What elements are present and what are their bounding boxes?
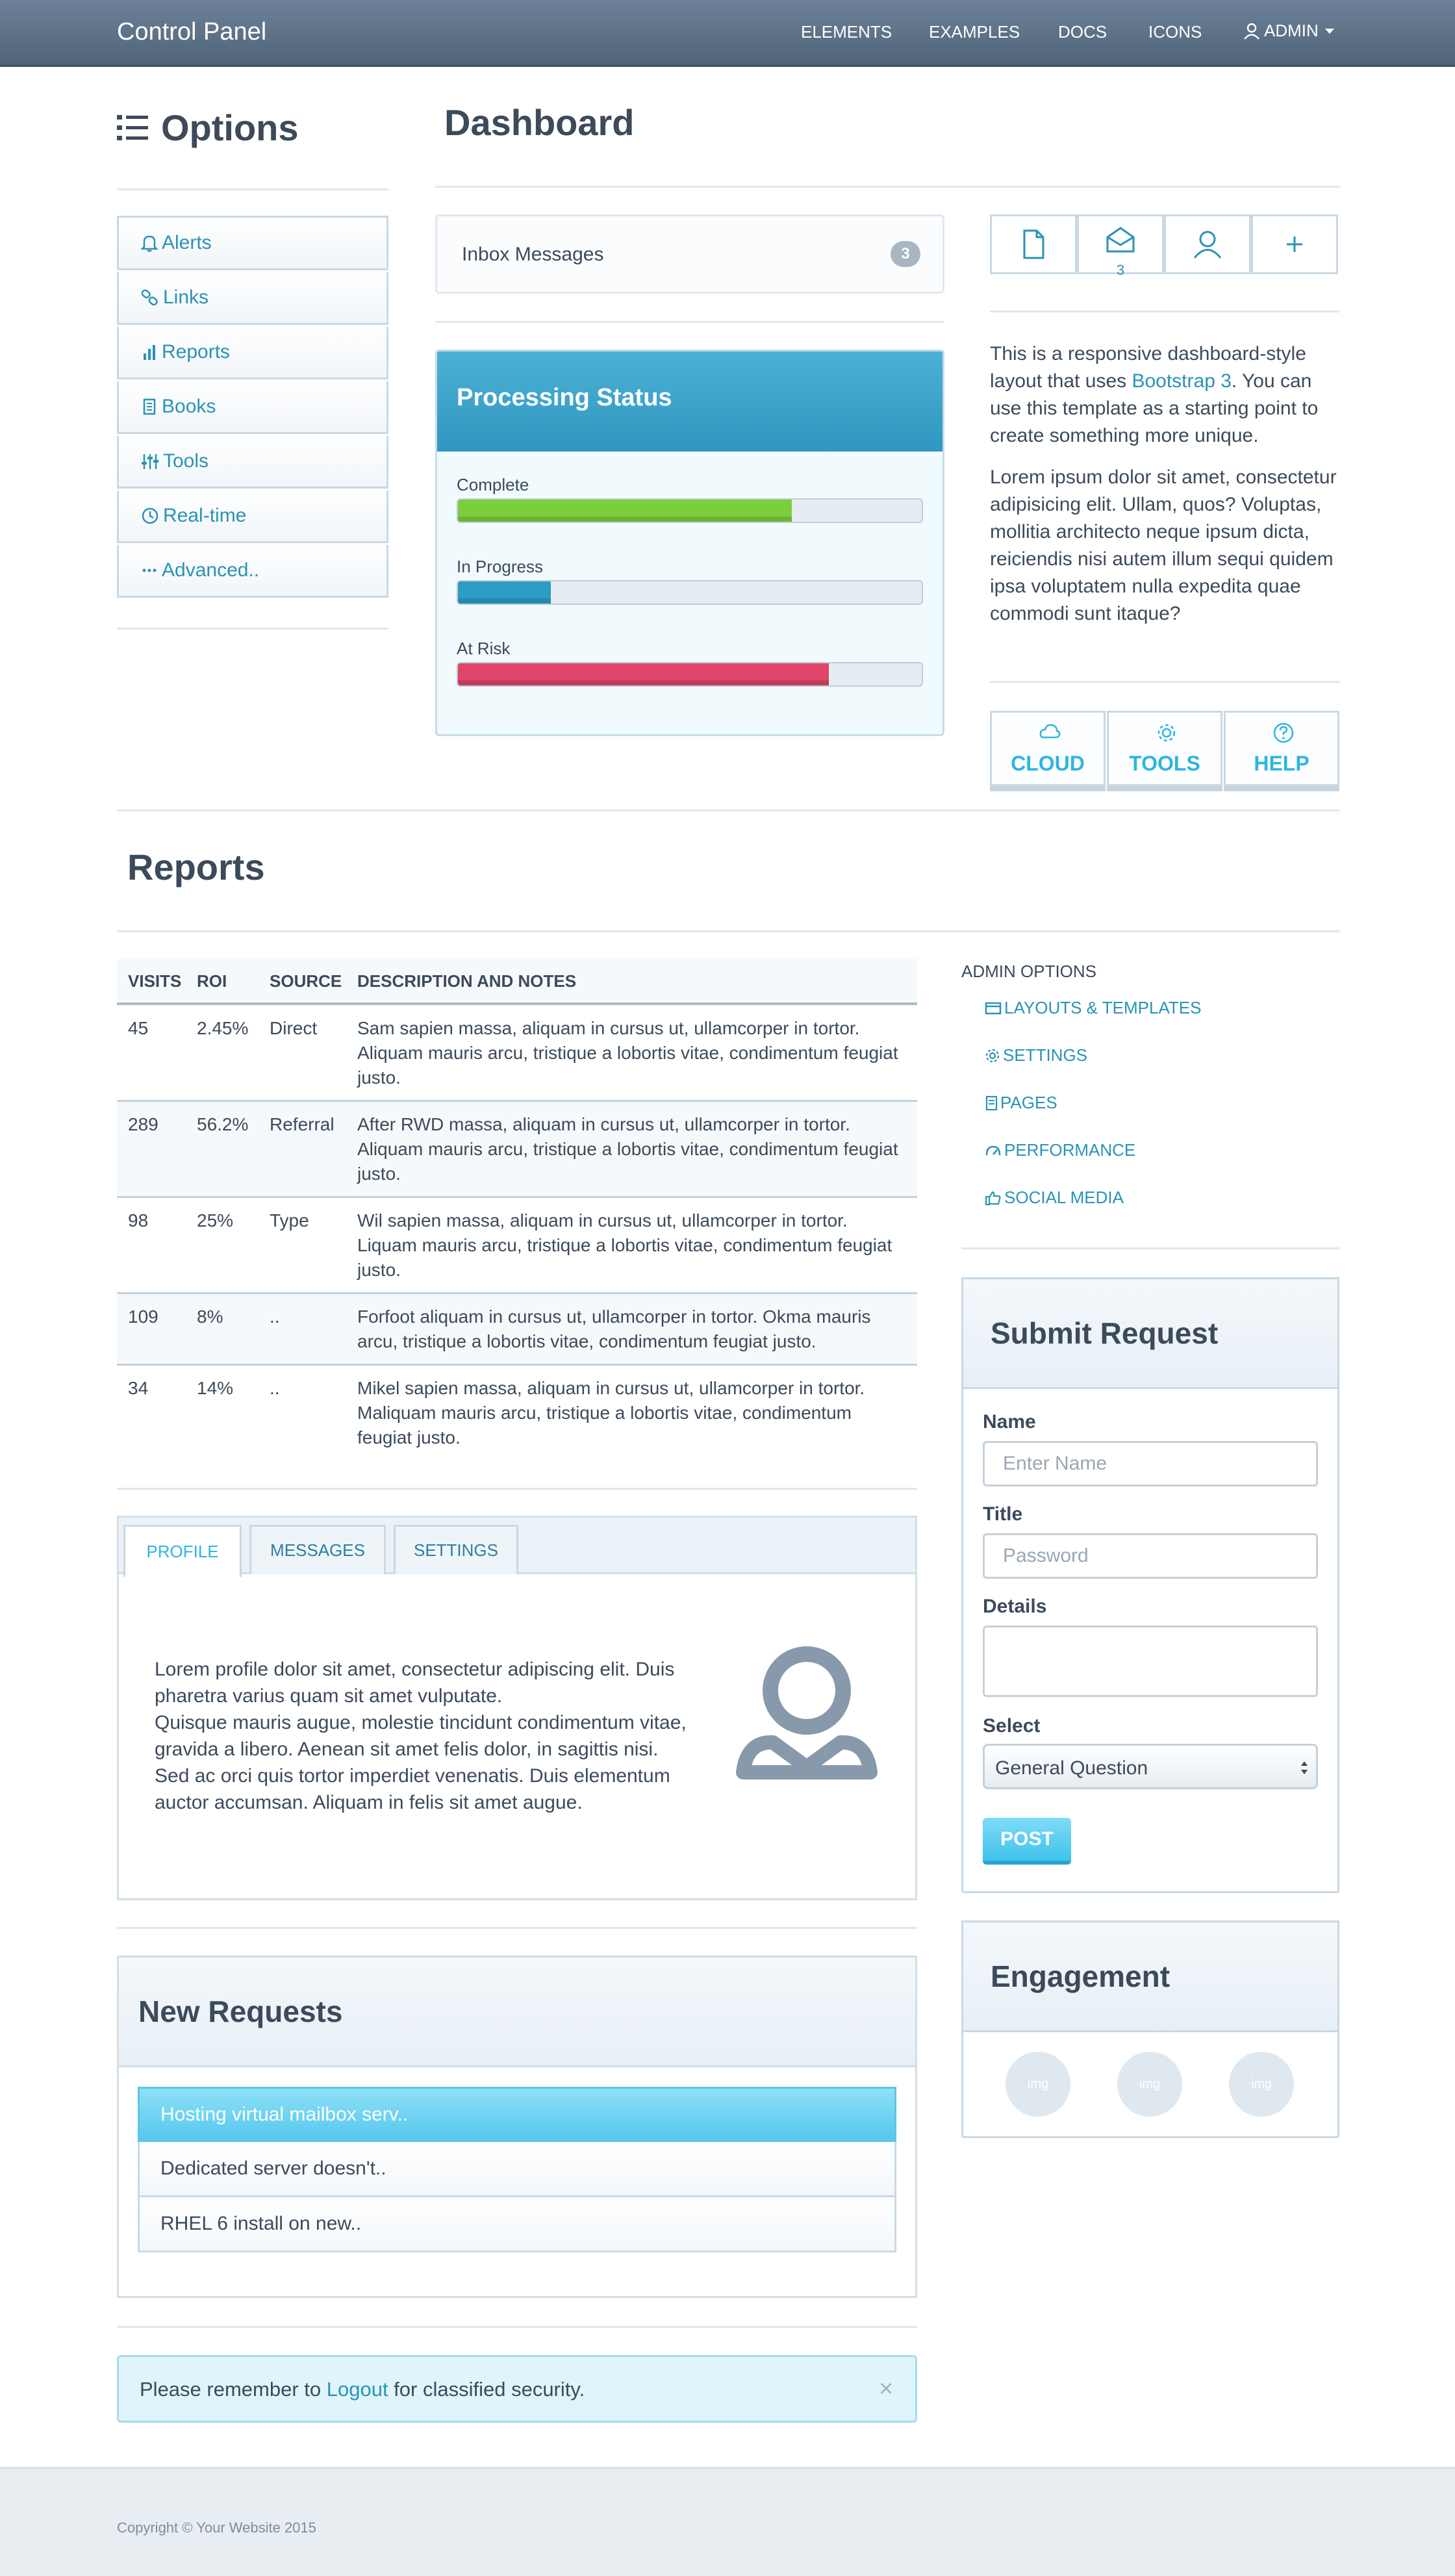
in-progress-progress-fill bbox=[458, 581, 551, 604]
intro-text-part: . You can use this template as a starting point to create something more unique. bbox=[990, 370, 1319, 446]
envelope-open-icon bbox=[1105, 225, 1136, 254]
layout-icon bbox=[985, 1001, 1002, 1015]
complete-label: Complete bbox=[457, 475, 529, 494]
submit-request-header bbox=[961, 1277, 1339, 1389]
lorem-text: Lorem ipsum dolor sit amet, consectetur adipisicing elit. Ullam, quos? Voluptas, mollitia architecto neque ipsum dicta, reiciendis nisi autem illum sequi quidem ipsa voluptatem nulla expedita quae commodi sunt itaque? bbox=[990, 466, 1337, 624]
intro-text bbox=[990, 340, 1339, 450]
at-risk-progress bbox=[457, 662, 923, 687]
plus-icon bbox=[1283, 233, 1306, 256]
post-button[interactable]: POST bbox=[983, 1818, 1071, 1865]
add-button[interactable] bbox=[1251, 214, 1338, 274]
admin-options-title: ADMIN OPTIONS bbox=[961, 962, 1097, 981]
new-requests-header bbox=[117, 1956, 917, 2067]
admin-link-pages[interactable] bbox=[985, 1093, 1057, 1113]
divider bbox=[435, 186, 1339, 188]
new-document-button[interactable] bbox=[990, 214, 1077, 274]
inbox-button[interactable] bbox=[1077, 214, 1164, 278]
request-item[interactable]: Dedicated server doesn't.. bbox=[138, 2142, 896, 2197]
profile-button[interactable] bbox=[1164, 214, 1251, 274]
user-icon bbox=[1192, 229, 1223, 260]
sidebar-item-label: Real-time bbox=[163, 505, 247, 526]
admin-link-layouts[interactable] bbox=[985, 998, 1201, 1018]
clock-icon bbox=[141, 507, 159, 525]
inbox-count-badge: 3 bbox=[891, 241, 920, 267]
user-menu[interactable] bbox=[1243, 21, 1335, 41]
cell-source: .. bbox=[270, 1378, 280, 1398]
divider bbox=[117, 1488, 917, 1490]
select-label: Select bbox=[983, 1715, 1041, 1737]
user-icon bbox=[1243, 23, 1260, 40]
divider bbox=[117, 2326, 917, 2328]
help-button[interactable] bbox=[1224, 711, 1339, 786]
options-heading bbox=[117, 107, 299, 149]
col-visits: VISITS bbox=[128, 971, 182, 991]
list-icon bbox=[117, 114, 149, 142]
cell-source: Direct bbox=[270, 1018, 318, 1038]
sidebar-item-alerts[interactable] bbox=[117, 218, 388, 270]
sidebar-item-label: Links bbox=[163, 287, 209, 308]
profile-text bbox=[155, 1656, 687, 1816]
help-label: HELP bbox=[1254, 752, 1310, 775]
nav-examples[interactable]: EXAMPLES bbox=[929, 22, 1020, 42]
name-input[interactable]: Enter Name bbox=[983, 1441, 1318, 1486]
document-icon bbox=[1020, 229, 1046, 260]
sidebar-item-advanced[interactable] bbox=[117, 545, 388, 598]
engagement-image: img bbox=[1229, 2052, 1294, 2117]
admin-link-performance[interactable] bbox=[985, 1140, 1135, 1160]
col-roi: ROI bbox=[197, 971, 227, 991]
col-notes: DESCRIPTION AND NOTES bbox=[357, 971, 577, 991]
alert-text-part: for classified security. bbox=[388, 2378, 585, 2401]
question-select[interactable] bbox=[983, 1744, 1318, 1789]
divider bbox=[117, 1927, 917, 1929]
caret-down-icon bbox=[1324, 27, 1335, 35]
divider bbox=[117, 188, 388, 190]
cell-source: Referral bbox=[270, 1114, 335, 1134]
cell-notes: After RWD massa, aliquam in cursus ut, ullamcorper in tortor. Aliquam mauris arcu, tristique a lobortis vitae, condimentum feugiat justo. bbox=[357, 1114, 898, 1184]
logout-link[interactable]: Logout bbox=[326, 2378, 388, 2401]
admin-link-label: LAYOUTS & TEMPLATES bbox=[1004, 998, 1202, 1017]
intro-text-part: This is a responsive dashboard-style layout that uses bbox=[990, 343, 1306, 392]
cell-source: Type bbox=[270, 1210, 309, 1231]
profile-avatar-icon bbox=[734, 1645, 879, 1784]
cell-roi: 2.45% bbox=[197, 1018, 249, 1038]
brand[interactable]: Control Panel bbox=[117, 18, 267, 45]
inbox-messages[interactable] bbox=[435, 214, 944, 294]
cell-source: .. bbox=[270, 1307, 280, 1327]
book-icon bbox=[141, 398, 158, 416]
new-requests-title: New Requests bbox=[138, 1995, 343, 2028]
cell-visits: 34 bbox=[128, 1378, 149, 1398]
footer bbox=[0, 2467, 1455, 2576]
submit-request-title: Submit Request bbox=[991, 1316, 1219, 1350]
select-arrows-icon bbox=[1299, 1759, 1310, 1777]
processing-status-header bbox=[437, 351, 944, 452]
divider bbox=[990, 681, 1339, 683]
cell-notes: Forfoot aliquam in cursus ut, ullamcorper in tortor. Okma mauris arcu, tristique a lobortis vitae, condimentum feugiat justo. bbox=[357, 1307, 871, 1351]
tab-profile[interactable]: PROFILE bbox=[123, 1525, 242, 1577]
cloud-label: CLOUD bbox=[1011, 752, 1085, 775]
tools-label: TOOLS bbox=[1129, 752, 1200, 775]
alert-text-part: Please remember to bbox=[140, 2378, 327, 2401]
engagement-header bbox=[961, 1920, 1339, 2032]
admin-link-settings[interactable] bbox=[985, 1045, 1087, 1065]
name-label: Name bbox=[983, 1411, 1036, 1433]
sidebar-item-label: Reports bbox=[162, 341, 231, 363]
at-risk-progress-fill bbox=[458, 663, 829, 685]
cell-notes: Wil sapien massa, aliquam in cursus ut, ullamcorper in tortor. Liquam mauris arcu, tristique a lobortis vitae, condimentum feugiat justo. bbox=[357, 1210, 892, 1280]
dashboard-title: Dashboard bbox=[444, 102, 635, 143]
sidebar-item-tools[interactable] bbox=[117, 436, 388, 489]
engagement-image: img bbox=[1117, 2052, 1182, 2117]
sidebar-item-label: Books bbox=[162, 396, 216, 417]
admin-link-label: PERFORMANCE bbox=[1004, 1140, 1136, 1160]
details-label: Details bbox=[983, 1596, 1047, 1617]
processing-status-panel bbox=[435, 350, 944, 736]
nav-icons[interactable]: ICONS bbox=[1148, 22, 1202, 42]
divider bbox=[117, 930, 1339, 932]
alert-close-button[interactable]: × bbox=[879, 2375, 894, 2403]
sidebar-item-links[interactable] bbox=[117, 272, 388, 325]
cell-roi: 14% bbox=[197, 1378, 234, 1398]
options-title: Options bbox=[161, 107, 299, 148]
gauge-icon bbox=[985, 1143, 1002, 1158]
copyright: Copyright © Your Website 2015 bbox=[117, 2519, 316, 2536]
inbox-button-count: 3 bbox=[1116, 262, 1125, 278]
cell-visits: 45 bbox=[128, 1018, 149, 1038]
cell-notes: Sam sapien massa, aliquam in cursus ut, ullamcorper in tortor. Aliquam mauris arcu, tristique a lobortis vitae, condimentum feugiat justo. bbox=[357, 1018, 898, 1088]
col-source: SOURCE bbox=[270, 971, 342, 991]
sidebar-item-realtime[interactable] bbox=[117, 491, 388, 543]
sidebar-item-label: Advanced.. bbox=[162, 559, 260, 581]
divider bbox=[117, 810, 1339, 811]
processing-status-title: Processing Status bbox=[457, 384, 672, 411]
sliders-icon bbox=[141, 452, 159, 470]
engagement-image: img bbox=[1006, 2052, 1070, 2117]
admin-link-label: PAGES bbox=[1000, 1093, 1057, 1112]
row-divider bbox=[117, 1292, 917, 1294]
request-item[interactable]: Hosting virtual mailbox serv.. bbox=[138, 2087, 896, 2142]
nav-docs[interactable]: DOCS bbox=[1058, 22, 1107, 42]
cell-roi: 8% bbox=[197, 1307, 223, 1327]
divider bbox=[961, 1247, 1339, 1249]
divider bbox=[990, 311, 1339, 312]
title-label: Title bbox=[983, 1503, 1023, 1525]
cell-roi: 25% bbox=[197, 1210, 234, 1231]
admin-link-social[interactable] bbox=[985, 1188, 1124, 1208]
thumbs-up-icon bbox=[985, 1190, 1002, 1206]
request-item[interactable]: RHEL 6 install on new.. bbox=[138, 2197, 896, 2252]
bell-icon bbox=[141, 234, 158, 252]
complete-progress-fill bbox=[458, 500, 792, 522]
tools-button[interactable] bbox=[1107, 711, 1222, 786]
cell-visits: 109 bbox=[128, 1307, 158, 1327]
engagement-title: Engagement bbox=[991, 1959, 1170, 1993]
profile-text-paragraph: Quisque mauris augue, molestie tincidunt condimentum vitae, gravida a libero. Aenean sit amet felis dolor, in sagittis nisi. Sed ac orci quis tortor imperdiet venenatis. Duis elementum auctor accumsan. Aliquam in felis sit amet augue. bbox=[155, 1712, 687, 1813]
user-label: ADMIN bbox=[1264, 21, 1319, 40]
tab-settings[interactable]: SETTINGS bbox=[394, 1525, 518, 1574]
sidebar-item-label: Tools bbox=[163, 450, 209, 472]
cell-visits: 289 bbox=[128, 1114, 158, 1134]
sidebar-item-reports[interactable] bbox=[117, 327, 388, 379]
cloud-icon bbox=[1039, 722, 1061, 741]
link-icon bbox=[141, 288, 159, 307]
title-input[interactable]: Password bbox=[983, 1533, 1318, 1579]
row-divider bbox=[117, 1100, 917, 1102]
logout-alert bbox=[117, 2355, 917, 2423]
select-value: General Question bbox=[995, 1757, 1148, 1779]
details-textarea[interactable] bbox=[983, 1626, 1318, 1697]
in-progress-label: In Progress bbox=[457, 557, 543, 576]
profile-text-paragraph: Lorem profile dolor sit amet, consectetur adipiscing elit. Duis pharetra varius quam sit amet vulputate. bbox=[155, 1659, 675, 1707]
cloud-button[interactable] bbox=[990, 711, 1106, 786]
admin-link-label: SOCIAL MEDIA bbox=[1004, 1188, 1124, 1207]
at-risk-label: At Risk bbox=[457, 639, 511, 658]
cell-visits: 98 bbox=[128, 1210, 149, 1231]
ellipsis-icon bbox=[141, 561, 158, 580]
question-icon bbox=[1272, 722, 1295, 744]
divider bbox=[435, 321, 944, 323]
bar-chart-icon bbox=[141, 343, 158, 361]
gear-icon bbox=[1156, 722, 1178, 744]
tab-messages[interactable]: MESSAGES bbox=[249, 1525, 386, 1574]
nav-elements[interactable]: ELEMENTS bbox=[801, 22, 892, 42]
reports-title: Reports bbox=[127, 847, 265, 887]
navbar bbox=[0, 0, 1455, 67]
in-progress-progress bbox=[457, 580, 923, 605]
complete-progress bbox=[457, 498, 923, 523]
inbox-label: Inbox Messages bbox=[462, 244, 604, 265]
bootstrap-link[interactable]: Bootstrap 3 bbox=[1132, 370, 1232, 392]
divider bbox=[117, 628, 388, 630]
page-icon bbox=[985, 1095, 999, 1111]
cell-notes: Mikel sapien massa, aliquam in cursus ut, ullamcorper in tortor. Maliquam mauris arcu, tristique a lobortis vitae, condimentum feugiat justo. bbox=[357, 1378, 865, 1447]
sidebar-item-label: Alerts bbox=[162, 232, 212, 253]
cell-roi: 56.2% bbox=[197, 1114, 249, 1134]
alert-text bbox=[140, 2378, 585, 2401]
sidebar-item-books[interactable] bbox=[117, 381, 388, 434]
gear-icon bbox=[985, 1048, 1000, 1064]
admin-link-label: SETTINGS bbox=[1003, 1045, 1088, 1065]
